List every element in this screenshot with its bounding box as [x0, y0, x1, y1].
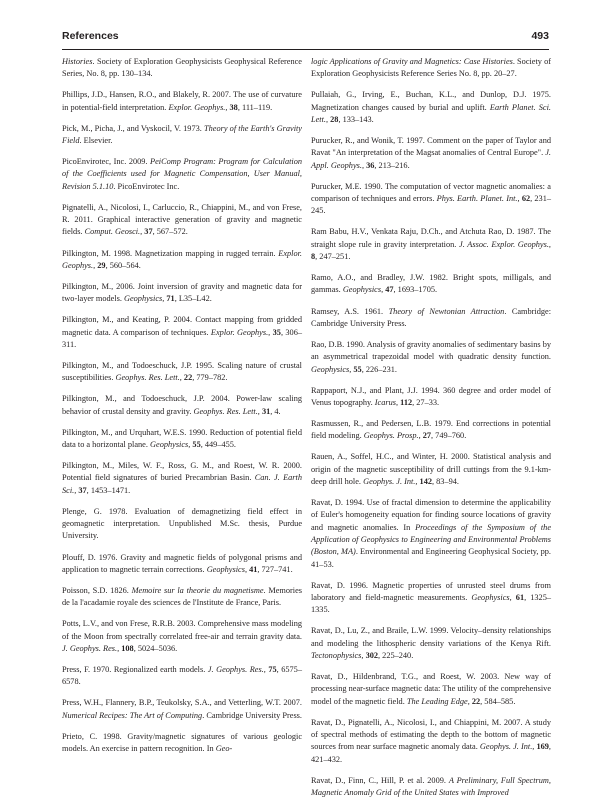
reference-pages: , 749–760.	[431, 431, 467, 441]
reference-rest: . Society of Exploration Geophysicists Reference Series No. 8, pp. 20–27.	[311, 57, 551, 79]
reference-volume: 22	[471, 696, 481, 706]
reference-entry	[62, 427, 302, 452]
reference-text: Rasmussen, R., and Pedersen, L.B. 1979. End corrections in potential field modeling.	[311, 419, 551, 441]
reference-text: Ravat, D. 1994. Use of fractal dimension to determine the applicability of Euler's homogeneity equation for finding source locations of gravity and magnetic anomalies. In	[311, 498, 551, 532]
reference-pages: , 247–251.	[315, 252, 351, 262]
reference-volume: 35	[272, 327, 281, 337]
reference-text: Pick, M., Picha, J., and Vyskocil, V. 1973.	[62, 123, 204, 133]
reference-text: Plouff, D. 1976. Gravity and magnetic fields of polygonal prisms and application to magnetic terrain corrections.	[62, 552, 302, 574]
reference-italic: The Leading Edge	[406, 696, 468, 706]
reference-volume: 61	[515, 592, 525, 602]
reference-text: Plenge, G. 1978. Evaluation of demagnetizing field effect in geomagnetic interpretation. Unpublished M.Sc. thesis, Purdue University.	[62, 506, 302, 541]
reference-text: Pilkington, M., and Todoeschuck, J.P. 1995. Scaling nature of crustal susceptibilities.	[62, 361, 302, 383]
reference-italic: Geophys. J. Int.	[363, 476, 416, 486]
reference-italic: J. Geophys. Res.	[207, 665, 264, 675]
reference-rest: . Cambridge: Cambridge University Press.	[311, 306, 552, 328]
reference-pages: , 1325–1335.	[311, 592, 552, 615]
reference-entry	[311, 775, 551, 800]
reference-text: Purucker, M.E. 1990. The computation of vector magnetic anomalies: a comparison of techniques and errors.	[311, 181, 551, 204]
reference-text: Potts, L.V., and von Frese, R.R.B. 2003. Comprehensive mass modeling of the Moon from spectrally correlated free-air and terrain gravity data.	[62, 619, 302, 641]
reference-rest: ,	[117, 643, 122, 653]
reference-volume: 27	[422, 431, 432, 441]
reference-italic: Memoire sur la theorie du magnetisme	[131, 585, 264, 595]
header-rule	[62, 49, 549, 50]
reference-text: Ram Babu, H.V., Venkata Raju, D.Ch., and Atchuta Rao, D. 1987. The straight slope rule in gravity interpretation.	[311, 227, 551, 249]
reference-pages: , L35–L42.	[174, 294, 212, 304]
reference-volume: 36	[366, 160, 375, 170]
page-number: 493	[531, 30, 549, 42]
reference-rest: ,	[93, 260, 98, 270]
reference-italic: Icarus	[374, 397, 396, 407]
reference-rest: . PicoEnvirotec Inc.	[113, 181, 180, 191]
reference-entry	[62, 460, 302, 497]
reference-rest: ,	[188, 440, 193, 450]
reference-pages: , 449–455.	[200, 440, 236, 450]
reference-italic: Comput. Geosci.	[84, 227, 141, 237]
reference-entry	[311, 625, 551, 662]
reference-rest: . Cambridge University Press.	[202, 710, 302, 720]
reference-text: Pilkington, M. 1998. Magnetization mapping in rugged terrain.	[62, 248, 279, 258]
reference-pages: , 779–782.	[192, 373, 228, 383]
reference-entry	[62, 281, 302, 306]
reference-pages: , 584–585.	[480, 696, 516, 706]
references-left-column	[62, 56, 302, 764]
reference-pages: , 213–216.	[374, 160, 410, 170]
reference-italic: J. Assoc. Explor. Geophys.	[459, 239, 549, 249]
reference-rest: ,	[162, 294, 167, 304]
reference-rest: ,	[140, 227, 145, 237]
reference-volume: 142	[419, 476, 432, 486]
reference-text: Phillips, J.D., Hansen, R.O., and Blakely, R. 2007. The use of curvature in potential-field interpretation.	[62, 90, 302, 112]
reference-rest: . Elsevier.	[79, 136, 113, 146]
reference-text: Ramo, A.O., and Bradley, J.W. 1982. Bright spots, milligals, and gammas.	[311, 273, 551, 295]
reference-italic: Theory of Newtonian Attraction	[388, 306, 505, 316]
reference-italic: Geophysics	[150, 440, 189, 450]
reference-italic: Explor. Geophys.	[62, 248, 302, 270]
reference-volume: 22	[183, 373, 193, 383]
reference-volume: 31	[261, 406, 271, 416]
reference-volume: 302	[365, 650, 379, 660]
reference-text: Ravat, D., Hildenbrand, T.G., and Roest, W. 2003. New way of processing near-surface magnetic data: The utility of the comprehensive model of the magnetic field.	[311, 672, 551, 706]
reference-italic: Geophysics	[311, 364, 350, 374]
reference-entry	[62, 89, 302, 114]
reference-rest: ,	[263, 665, 269, 675]
running-header	[62, 30, 549, 48]
reference-rest: . Memories de la l'acadamie royale des sciences de l'Institute de France, Paris.	[62, 585, 302, 608]
reference-entry	[62, 393, 302, 418]
reference-italic: Histories	[62, 57, 93, 66]
reference-text: Ravat, D. 1996. Magnetic properties of unrusted steel drums from laboratory and field-magnetic measurements.	[311, 580, 551, 602]
reference-entry	[62, 506, 302, 543]
reference-rest: ,	[467, 696, 472, 706]
reference-italic: Phys. Earth. Planet. Int.	[436, 194, 518, 204]
reference-italic: Geophysics	[123, 294, 163, 304]
reference-rest: ,	[257, 406, 262, 416]
reference-italic: Geophys. Prosp.	[363, 431, 419, 441]
reference-rest: . Society of Exploration Geophysicists Geophysical Reference Series, No. 8, pp. 130–134.	[62, 57, 302, 79]
reference-rest: ,	[225, 102, 230, 112]
reference-text: Pilkington, M., and Urquhart, W.E.S. 1990. Reduction of potential field data to a horizontal plane.	[62, 427, 302, 450]
reference-italic: Can. J. Earth Sci.	[62, 473, 302, 495]
reference-entry	[311, 339, 551, 376]
reference-entry	[62, 731, 302, 756]
reference-italic: Geophys. Res. Lett.	[193, 406, 258, 416]
reference-entry	[62, 552, 302, 577]
reference-pages: , 727–741.	[257, 564, 293, 574]
reference-italic: A Preliminary, Full Spectrum, Magnetic Anomaly Grid of the United States with Improved	[311, 775, 551, 797]
reference-text: Pignatelli, A., Nicolosi, I., Carluccio, R., Chiappini, M., and von Frese, R. 2011. Graphical interactive generation of gravity and magnetic fields.	[62, 202, 302, 237]
reference-entry	[311, 306, 551, 331]
reference-pages: , 27–33.	[412, 397, 440, 407]
reference-pages: , 560–564.	[105, 260, 141, 270]
reference-rest: . Environmental and Engineering Geophysical Society, pp. 41–53.	[311, 547, 552, 569]
reference-rest: ,	[415, 476, 420, 486]
reference-pages: , 4.	[270, 406, 281, 416]
reference-text: Ramsey, A.S. 1961.	[311, 306, 389, 316]
reference-rest: ,	[517, 194, 522, 204]
reference-entry	[311, 717, 551, 766]
reference-italic: Geophysics	[206, 564, 245, 574]
reference-volume: 41	[249, 564, 258, 574]
reference-rest: ,	[548, 239, 551, 249]
reference-entry	[311, 385, 551, 410]
reference-italic: Tectonophysics	[311, 650, 362, 660]
reference-text: Rao, D.B. 1990. Analysis of gravity anomalies of sedimentary basins by an asymmetrical trapezoidal model with quadratic density function.	[311, 339, 551, 362]
reference-text: Pilkington, M., and Todoeschuck, J.P. 2004. Power-law scaling behavior of crustal density and gravity.	[62, 394, 302, 416]
reference-text: Pullaiah, G., Irving, E., Buchan, K.L., and Dunlop, D.J. 1975. Magnetization changes caused by burial and uplift.	[311, 90, 551, 112]
reference-pages: , 111–119.	[237, 102, 273, 112]
reference-rest: ,	[418, 431, 423, 441]
reference-text: Press, F. 1970. Regionalized earth models.	[62, 665, 208, 675]
reference-text: Pilkington, M., and Keating, P. 2004. Contact mapping from gridded magnetic data. A comparison of techniques.	[62, 315, 302, 337]
reference-text: Prieto, C. 1998. Gravity/magnetic signatures of various geologic models. An exercise in pattern recognition. In	[62, 731, 302, 754]
reference-italic: Proceedings of the Symposium of the Application of Geophysics to Engineering and Environmental Problems (Boston, MA)	[311, 522, 551, 557]
reference-entry	[62, 585, 302, 610]
reference-italic: J. Appl. Geophys.	[311, 148, 551, 170]
reference-pages: , 421–432.	[311, 742, 551, 764]
reference-rest: ,	[244, 564, 250, 574]
reference-italic: Numerical Recipes: The Art of Computing	[62, 710, 203, 720]
reference-pages: , 83–94.	[432, 476, 459, 486]
reference-pages: , 567–572.	[152, 227, 188, 237]
reference-italic: Theory of the Earth's Gravity Field	[62, 123, 302, 146]
reference-pages: , 226–231.	[361, 364, 397, 374]
reference-text: Rauen, A., Soffel, H.C., and Winter, H. 2000. Statistical analysis and origin of the magnetic susceptibility of drill cuttings from the 9.1-km-deep drill hole.	[311, 452, 551, 486]
reference-text: Ravat, D., Finn, C., Hill, P. et al. 2009.	[311, 775, 449, 785]
reference-text: Ravat, D., Pignatelli, A., Nicolosi, I., and Chiappini, M. 2007. A study of spectral methods of estimating the depth to the bottom of magnetic sources from near surface magnetic anomaly data.	[311, 717, 551, 752]
reference-entry	[311, 580, 551, 617]
reference-entry	[311, 272, 551, 297]
reference-entry	[62, 56, 302, 81]
reference-entry	[311, 135, 551, 172]
reference-rest: ,	[361, 160, 367, 170]
reference-entry	[62, 314, 302, 351]
reference-text: Pilkington, M., Miles, W. F., Ross, G. M., and Roest, W. R. 2000. Potential field signatures of buried Precambrian Basin.	[62, 461, 302, 483]
reference-entry	[62, 360, 302, 385]
reference-entry	[311, 226, 551, 263]
reference-entry	[311, 497, 551, 571]
reference-volume: 38	[229, 102, 238, 112]
reference-rest: ,	[361, 650, 366, 660]
reference-rest: ,	[74, 485, 79, 495]
reference-volume: 75	[268, 665, 277, 675]
references-right-column	[311, 56, 551, 808]
reference-italic: Earth Planet. Sci. Lett.	[311, 102, 551, 124]
reference-volume: 169	[536, 742, 549, 752]
reference-pages: , 231–245.	[311, 194, 552, 216]
reference-entry	[62, 697, 302, 722]
reference-italic: logic Applications of Gravity and Magnetics: Case Histories	[311, 57, 513, 66]
reference-rest: ,	[179, 373, 184, 383]
reference-volume: 112	[400, 397, 413, 407]
reference-entry	[311, 89, 551, 126]
reference-entry	[311, 56, 551, 81]
reference-pages: , 306–311.	[62, 327, 302, 349]
reference-pages: , 133–143.	[338, 114, 374, 124]
reference-entry	[62, 248, 302, 273]
reference-entry	[311, 671, 551, 708]
reference-entry	[62, 618, 302, 655]
reference-italic: Geophys. J. Int.	[479, 742, 533, 752]
reference-entry	[311, 451, 551, 488]
reference-pages: , 5024–5036.	[133, 643, 178, 653]
reference-italic: J. Geophys. Res.	[62, 643, 118, 653]
reference-italic: Explor. Geophys.	[168, 102, 226, 112]
reference-volume: 55	[192, 440, 201, 450]
reference-rest: ,	[381, 285, 386, 295]
reference-rest: ,	[349, 364, 354, 374]
reference-text: Poisson, S.D. 1826.	[62, 585, 132, 595]
reference-italic: Geophys. Res. Lett.	[115, 373, 180, 383]
reference-entry	[62, 664, 302, 689]
reference-pages: , 1453–1471.	[86, 485, 131, 495]
reference-rest: ,	[395, 397, 401, 407]
reference-pages: , 225–240.	[378, 650, 414, 660]
reference-entry	[62, 202, 302, 239]
reference-volume: 47	[385, 285, 394, 295]
reference-text: Ravat, D., Lu, Z., and Braile, L.W. 1999. Velocity–density relationships and modeling the lithospheric density variations of the Kenya Rift.	[311, 626, 551, 648]
reference-italic: Geophysics	[342, 285, 382, 295]
reference-rest: ,	[532, 742, 537, 752]
reference-text: Rappaport, N.J., and Plant, J.J. 1994. 360 degree and order model of Venus topography.	[311, 385, 551, 407]
reference-italic: Geophysics	[471, 592, 510, 602]
section-title: References	[62, 30, 119, 42]
reference-volume: 29	[97, 260, 106, 270]
reference-text: Press, W.H., Flannery, B.P., Teukolsky, S.A., and Vetterling, W.T. 2007.	[62, 698, 302, 708]
reference-entry	[311, 418, 551, 443]
reference-rest: ,	[325, 114, 331, 124]
reference-italic: Geo-	[215, 744, 233, 754]
reference-volume: 55	[353, 364, 362, 374]
reference-volume: 37	[144, 227, 153, 237]
reference-text: PicoEnvirotec, Inc. 2009.	[62, 157, 151, 167]
reference-volume: 37	[78, 485, 87, 495]
reference-italic: Explor. Geophys.	[210, 327, 269, 337]
reference-pages: , 1693–1705.	[393, 285, 438, 295]
reference-text: Pilkington, M., 2006. Joint inversion of gravity and magnetic data for two-layer models.	[62, 281, 302, 304]
reference-volume: 28	[330, 114, 339, 124]
reference-entry	[311, 181, 551, 218]
reference-volume: 62	[521, 194, 531, 204]
reference-italic: PeiComp Program: Program for Calculation of the Coefficients used for Magnetic Compensation, User Manual, Revision 5.1.10	[62, 157, 302, 191]
reference-rest: ,	[509, 592, 516, 602]
reference-volume: 8	[311, 252, 316, 262]
reference-rest: ,	[268, 327, 273, 337]
reference-volume: 108	[121, 643, 134, 653]
reference-volume: 71	[166, 294, 175, 304]
reference-entry	[62, 123, 302, 148]
reference-pages: , 6575–6578.	[62, 665, 302, 687]
reference-entry	[62, 156, 302, 193]
reference-text: Purucker, R., and Wonik, T. 1997. Comment on the paper of Taylor and Ravat "An interpretation of the Magsat anomalies of Central Europe".	[311, 136, 551, 158]
